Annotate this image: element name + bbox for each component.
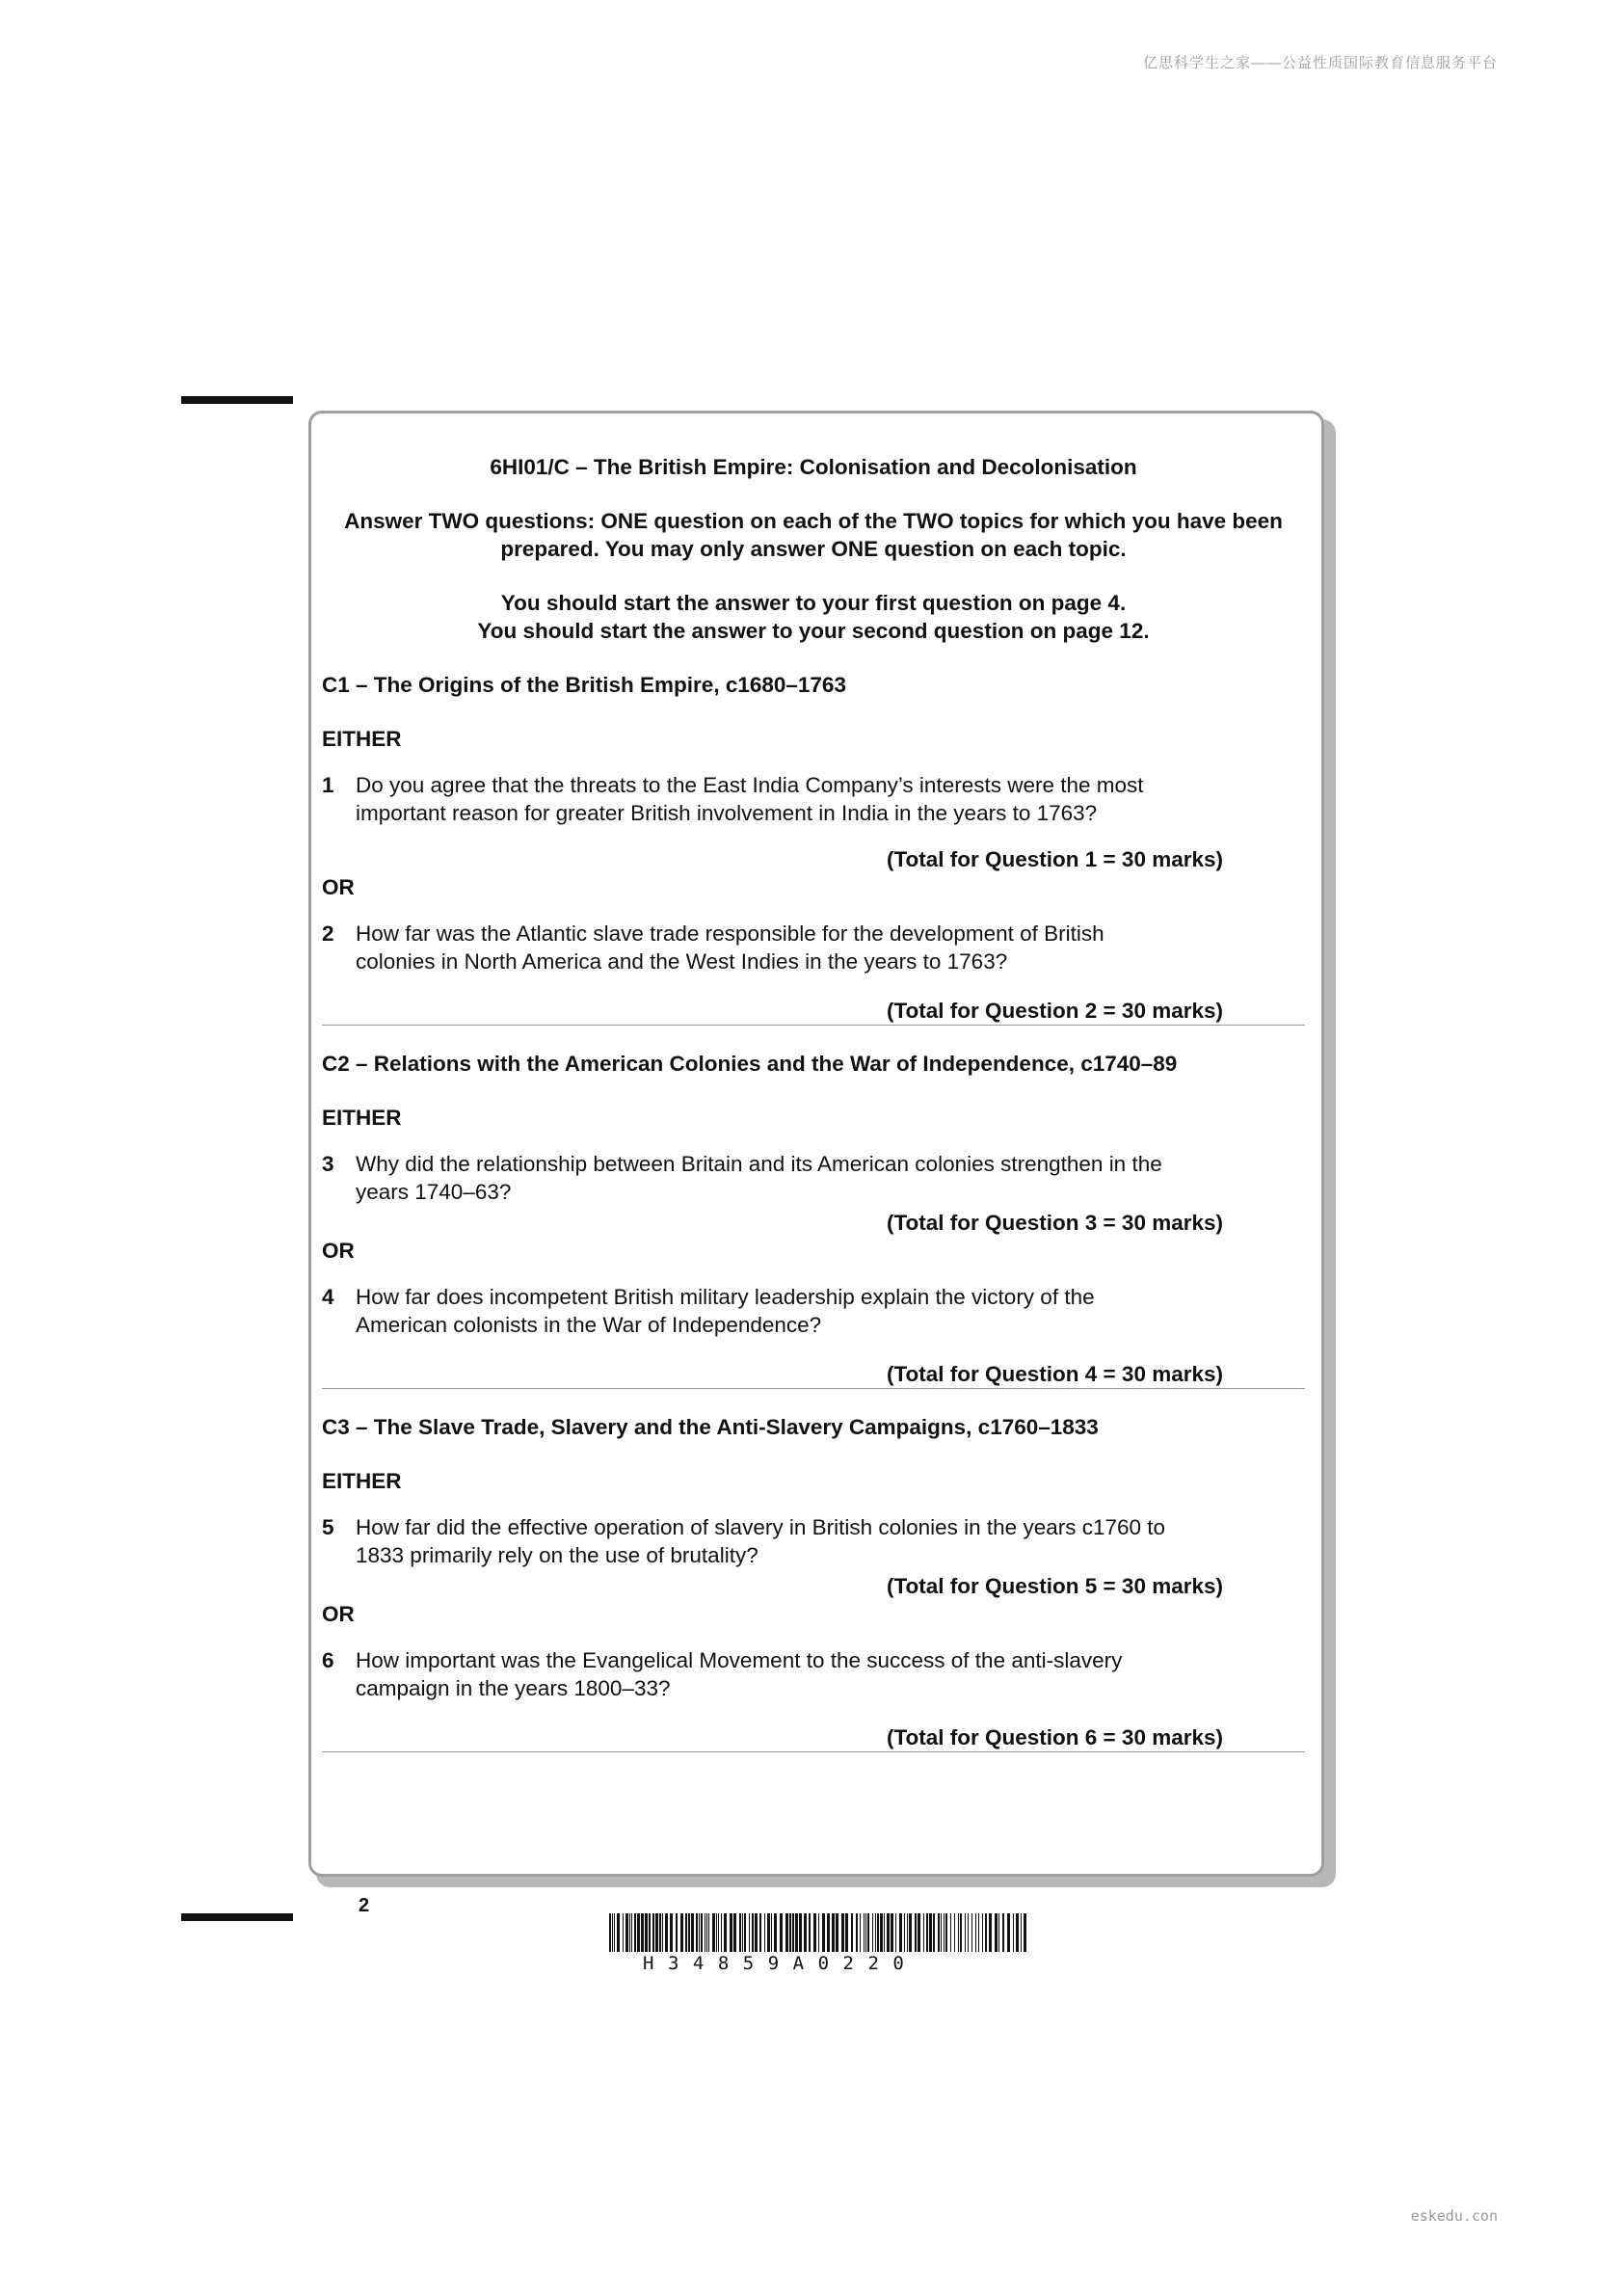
barcode-bar: [708, 1913, 709, 1952]
barcode-bar: [880, 1913, 883, 1952]
barcode-bar: [759, 1913, 761, 1952]
section-divider: [322, 1751, 1305, 1752]
barcode-bar: [617, 1913, 620, 1952]
barcode-bar: [895, 1913, 896, 1952]
barcode-bar: [841, 1913, 844, 1952]
barcode-bar: [1016, 1913, 1019, 1952]
question-line: Why did the relationship between Britain and its American colonies strengthen in the: [356, 1152, 1162, 1176]
barcode: [607, 1913, 1031, 1952]
barcode-bar: [918, 1913, 920, 1952]
barcode-bar: [845, 1913, 848, 1952]
barcode-bar: [809, 1913, 811, 1952]
question-3: [322, 1150, 1223, 1206]
question-number: 3: [322, 1152, 334, 1176]
question-total: (Total for Question 5 = 30 marks): [886, 1574, 1223, 1598]
barcode-bar: [742, 1913, 743, 1952]
question-line: How far did the effective operation of slavery in British colonies in the years c1760 to: [356, 1515, 1166, 1539]
barcode-bar: [718, 1913, 719, 1952]
barcode-bar: [877, 1913, 879, 1952]
question-total: (Total for Question 1 = 30 marks): [886, 847, 1223, 871]
question-6: [322, 1646, 1223, 1702]
barcode-bar: [836, 1913, 838, 1952]
barcode-bar: [1021, 1913, 1022, 1952]
barcode-bar: [744, 1913, 746, 1952]
question-number: 6: [322, 1648, 334, 1672]
barcode-bar: [609, 1913, 611, 1952]
barcode-bar: [804, 1913, 807, 1952]
barcode-bar: [701, 1913, 703, 1952]
margin-bar-bottom: [181, 1913, 293, 1921]
barcode-bar: [670, 1913, 673, 1952]
barcode-bar: [631, 1913, 632, 1952]
barcode-bar: [958, 1913, 959, 1952]
either-label: EITHER: [322, 727, 402, 751]
barcode-bar: [872, 1913, 873, 1952]
question-4: [322, 1283, 1223, 1339]
barcode-bar: [891, 1913, 893, 1952]
barcode-bar: [822, 1913, 825, 1952]
question-number: 4: [322, 1285, 334, 1309]
barcode-bar: [680, 1913, 683, 1952]
barcode-bar: [915, 1913, 917, 1952]
barcode-bar: [641, 1913, 644, 1952]
barcode-bar: [799, 1913, 802, 1952]
watermark-top: 亿思科学生之家——公益性质国际教育信息服务平台: [1142, 55, 1498, 71]
barcode-bar: [998, 1913, 999, 1952]
barcode-text: H34859A0220: [643, 1953, 918, 1974]
barcode-bar: [716, 1913, 717, 1952]
question-number: 5: [322, 1515, 334, 1539]
barcode-bar: [749, 1913, 750, 1952]
barcode-bar: [696, 1913, 698, 1952]
barcode-bar: [929, 1913, 932, 1952]
barcode-bar: [655, 1913, 658, 1952]
barcode-bar: [926, 1913, 928, 1952]
paper-title: 6HI01/C – The British Empire: Colonisation and Decolonisation: [490, 455, 1137, 479]
start-note-2: You should start the answer to your second question on page 12.: [477, 619, 1150, 643]
instruction-line-2: prepared. You may only answer ONE question on each topic.: [500, 537, 1127, 561]
barcode-bar: [706, 1913, 707, 1952]
barcode-bar: [767, 1913, 770, 1952]
barcode-bar: [941, 1913, 942, 1952]
either-label: EITHER: [322, 1469, 402, 1493]
barcode-bar: [662, 1913, 663, 1952]
barcode-bar: [909, 1913, 912, 1952]
barcode-bar: [730, 1913, 732, 1952]
barcode-bar: [887, 1913, 890, 1952]
barcode-bar: [818, 1913, 819, 1952]
barcode-bar: [945, 1913, 947, 1952]
barcode-bar: [764, 1913, 765, 1952]
question-1: [322, 771, 1223, 827]
topic-heading-c3: C3 – The Slave Trade, Slavery and the Anti-Slavery Campaigns, c1760–1833: [322, 1415, 1099, 1439]
barcode-bar: [1002, 1913, 1004, 1952]
barcode-bar: [676, 1913, 678, 1952]
barcode-bar: [629, 1913, 630, 1952]
barcode-bar: [1024, 1913, 1026, 1952]
barcode-bar: [965, 1913, 966, 1952]
question-line: years 1740–63?: [356, 1180, 512, 1204]
start-note-1: You should start the answer to your first question on page 4.: [500, 591, 1127, 615]
or-label: OR: [322, 1602, 355, 1626]
question-line: American colonists in the War of Independence?: [356, 1313, 822, 1337]
barcode-bar: [950, 1913, 951, 1952]
question-total: (Total for Question 2 = 30 marks): [886, 999, 1223, 1023]
or-label: OR: [322, 1239, 355, 1263]
barcode-bar: [792, 1913, 794, 1952]
barcode-bar: [645, 1913, 648, 1952]
barcode-bar: [785, 1913, 788, 1952]
page-number: 2: [359, 1895, 370, 1916]
watermark-bottom: eskedu.con: [1410, 2207, 1498, 2225]
question-line: Do you agree that the threats to the East India Company’s interests were the most: [356, 773, 1144, 797]
barcode-bar: [904, 1913, 905, 1952]
barcode-bar: [623, 1913, 624, 1952]
barcode-bar: [691, 1913, 694, 1952]
question-content: [322, 453, 1305, 1752]
barcode-bar: [813, 1913, 816, 1952]
barcode-bar: [712, 1913, 715, 1952]
barcode-bar: [954, 1913, 955, 1952]
paper-header: [322, 453, 1305, 645]
barcode-bar: [968, 1913, 969, 1952]
barcode-bar: [1007, 1913, 1010, 1952]
barcode-bar: [867, 1913, 869, 1952]
barcode-bar: [978, 1913, 979, 1952]
barcode-bar: [832, 1913, 835, 1952]
barcode-bar: [884, 1913, 885, 1952]
barcode-bar: [865, 1913, 866, 1952]
barcode-bar: [771, 1913, 772, 1952]
barcode-bar: [851, 1913, 853, 1952]
barcode-bar: [944, 1913, 945, 1952]
question-line: 1833 primarily rely on the use of brutality?: [356, 1543, 758, 1567]
barcode-bar: [907, 1913, 908, 1952]
barcode-bar: [612, 1913, 613, 1952]
question-5: [322, 1513, 1223, 1569]
question-line: colonies in North America and the West Indies in the years to 1763?: [356, 949, 1008, 974]
question-total: (Total for Question 3 = 30 marks): [886, 1211, 1223, 1235]
barcode-bar: [923, 1913, 924, 1952]
question-total: (Total for Question 4 = 30 marks): [886, 1362, 1223, 1386]
barcode-bar: [659, 1913, 661, 1952]
question-line: How important was the Evangelical Movement to the success of the anti-slavery: [356, 1648, 1123, 1672]
topic-heading-c2: C2 – Relations with the American Colonies and the War of Independence, c1740–89: [322, 1052, 1178, 1076]
barcode-bar: [938, 1913, 940, 1952]
barcode-bar: [614, 1913, 615, 1952]
barcode-bar: [795, 1913, 798, 1952]
barcode-bar: [864, 1913, 865, 1952]
barcode-bar: [755, 1913, 758, 1952]
question-total: (Total for Question 6 = 30 marks): [886, 1725, 1223, 1749]
barcode-bar: [860, 1913, 861, 1952]
barcode-bar: [739, 1913, 741, 1952]
barcode-bar: [637, 1913, 640, 1952]
barcode-bar: [721, 1913, 722, 1952]
or-label: OR: [322, 875, 355, 899]
question-line: How far does incompetent British military leadership explain the victory of the: [356, 1285, 1095, 1309]
barcode-bar: [875, 1913, 876, 1952]
question-number: 2: [322, 921, 334, 946]
barcode-bar: [985, 1913, 987, 1952]
barcode-bar: [688, 1913, 690, 1952]
barcode-bar: [649, 1913, 651, 1952]
barcode-bar: [652, 1913, 654, 1952]
question-line: campaign in the years 1800–33?: [356, 1676, 671, 1700]
barcode-bar: [1013, 1913, 1014, 1952]
barcode-bar: [724, 1913, 727, 1952]
barcode-bar: [971, 1913, 972, 1952]
topic-heading-c1: C1 – The Origins of the British Empire, c1680–1763: [322, 673, 846, 697]
barcode-bar: [625, 1913, 628, 1952]
barcode-bar: [733, 1913, 736, 1952]
question-line: important reason for greater British involvement in India in the years to 1763?: [356, 801, 1098, 825]
barcode-bar: [960, 1913, 962, 1952]
question-number: 1: [322, 773, 334, 797]
barcode-bar: [933, 1913, 935, 1952]
barcode-bar: [899, 1913, 902, 1952]
barcode-bar: [699, 1913, 700, 1952]
instruction-line-1: Answer TWO questions: ONE question on each of the TWO topics for which you have been: [344, 509, 1283, 533]
barcode-bar: [995, 1913, 998, 1952]
barcode-bar: [752, 1913, 754, 1952]
barcode-bar: [975, 1913, 976, 1952]
barcode-bar: [774, 1913, 777, 1952]
question-line: How far was the Atlantic slave trade responsible for the development of British: [356, 921, 1104, 946]
barcode-bar: [780, 1913, 783, 1952]
barcode-bar: [982, 1913, 983, 1952]
barcode-bar: [789, 1913, 791, 1952]
barcode-bar: [634, 1913, 636, 1952]
barcode-bar: [856, 1913, 858, 1952]
barcode-bar: [827, 1913, 830, 1952]
margin-bar-top: [181, 396, 293, 404]
barcode-bar: [665, 1913, 668, 1952]
barcode-bar: [685, 1913, 687, 1952]
question-2: [322, 920, 1223, 975]
either-label: EITHER: [322, 1106, 402, 1130]
barcode-bar: [989, 1913, 992, 1952]
